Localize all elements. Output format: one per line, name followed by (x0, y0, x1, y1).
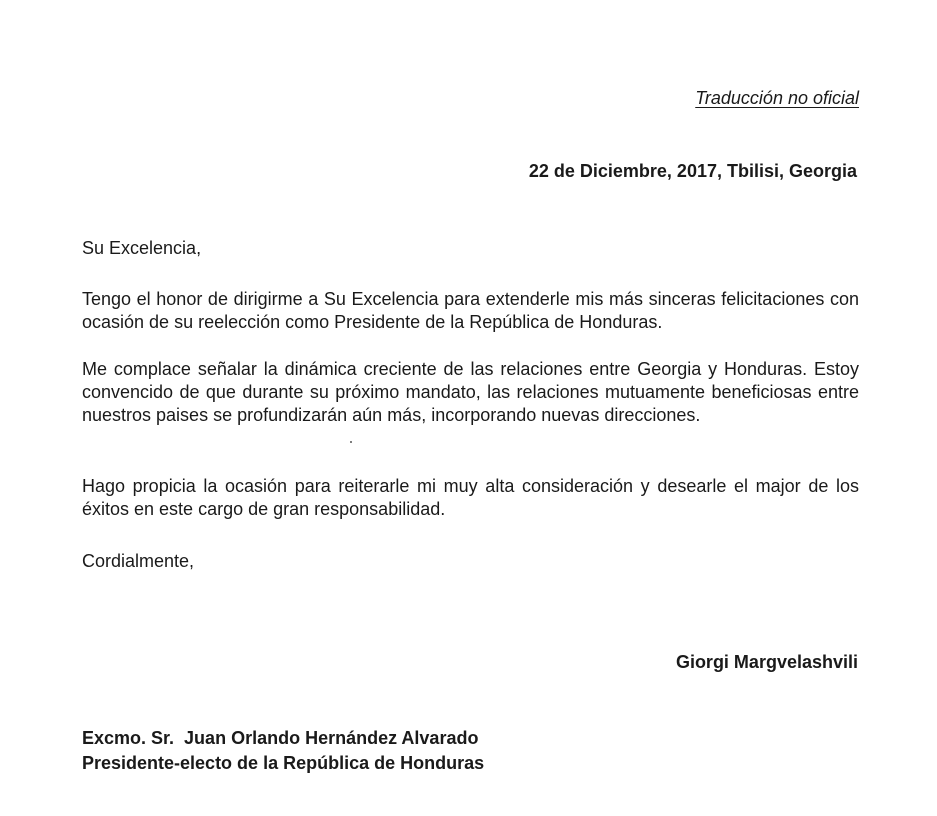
date-line: 22 de Diciembre, 2017, Tbilisi, Georgia (528, 161, 857, 181)
body-paragraph-2: Me complace señalar la dinámica creciente de las relaciones entre Georgia y Honduras. Estoy convencido de que durante su próximo mandato, las relaciones mutuamente beneficiosas entre nuestros paises se profundizarán aún más, incorporando nuevas direcciones. (82, 359, 859, 425)
closing: Cordialmente, (82, 551, 195, 571)
addressee-block (82, 726, 484, 776)
translation-note: Traducción no oficial (695, 88, 859, 108)
scan-speck (350, 441, 352, 443)
signature-name: Giorgi Margvelashvili (675, 652, 858, 672)
salutation: Su Excelencia, (82, 238, 202, 258)
addressee-title: Presidente-electo de la República de Honduras (82, 753, 485, 773)
addressee-name: Excmo. Sr. Juan Orlando Hernández Alvarado (82, 728, 479, 748)
body-paragraph-3: Hago propicia la ocasión para reiterarle mi muy alta consideración y desearle el major de los éxitos en este cargo de gran responsabilidad. (82, 476, 859, 519)
body-paragraph-1: Tengo el honor de dirigirme a Su Excelencia para extenderle mis más sinceras felicitaciones con ocasión de su reelección como Presidente de la República de Honduras. (82, 289, 859, 332)
